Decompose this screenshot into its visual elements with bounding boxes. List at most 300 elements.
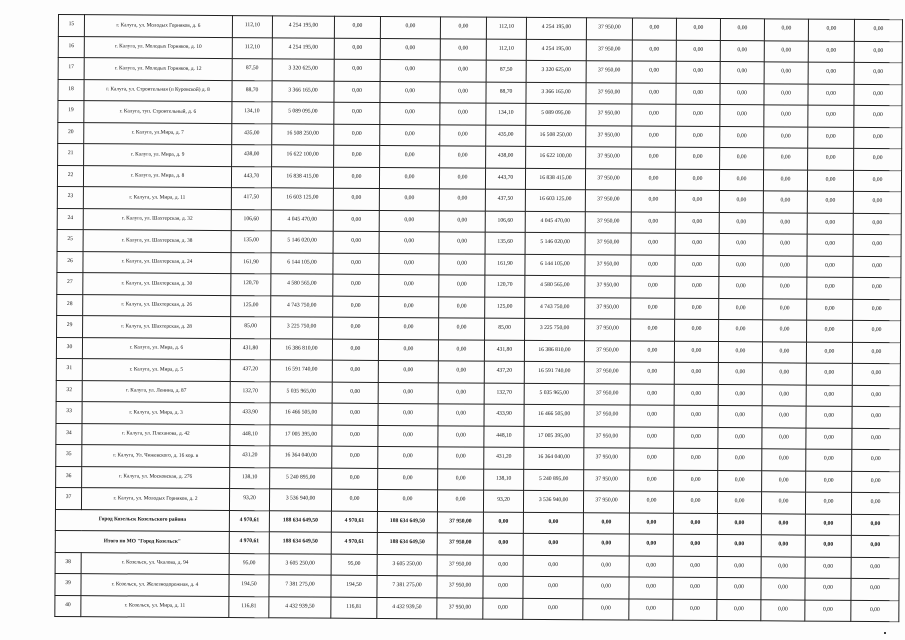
value-cell: 0,00 (673, 491, 717, 513)
value-cell: 0,00 (805, 557, 851, 579)
value-cell: 37 950,00 (584, 340, 630, 362)
value-cell: 116,81 (331, 597, 377, 619)
value-cell: 112,10 (232, 16, 272, 38)
total-value-cell: 0,00 (761, 535, 805, 557)
value-cell: 0,00 (763, 212, 807, 234)
value-cell: 7 381 275,00 (269, 575, 331, 597)
value-cell: 3 225 750,00 (271, 317, 333, 339)
value-cell: 0,00 (334, 81, 380, 103)
total-value-cell: 0,00 (629, 513, 673, 535)
value-cell: 0,00 (854, 127, 902, 149)
value-cell: 0,00 (720, 126, 764, 148)
value-cell: 0,00 (379, 188, 439, 210)
value-cell: 106,60 (231, 209, 271, 231)
value-cell: 0,00 (629, 598, 673, 620)
total-value-cell: 0,00 (761, 513, 805, 535)
value-cell: 0,00 (719, 212, 763, 234)
address-cell: г. Калуга, ул. Строительная (п Куровской) д. 8 (84, 79, 232, 101)
total-value-cell: 0,00 (717, 513, 761, 535)
value-cell: 112,10 (486, 39, 526, 61)
address-cell: г. Калуга, ул. Ленина, д. 87 (82, 380, 230, 402)
value-cell: 3 320 625,00 (272, 59, 334, 81)
total-value-cell: 0,00 (851, 535, 899, 557)
value-cell: 4 254 195,00 (272, 16, 334, 38)
value-cell: 0,00 (523, 598, 583, 620)
value-cell: 161,90 (485, 254, 525, 276)
value-cell: 0,00 (632, 83, 676, 105)
value-cell: 0,00 (719, 169, 763, 191)
value-cell: 0,00 (719, 298, 763, 320)
value-cell: 0,00 (763, 277, 807, 299)
value-cell: 0,00 (439, 253, 485, 275)
total-value-cell: 4 970,61 (229, 532, 269, 554)
value-cell: 5 035 965,00 (524, 383, 584, 405)
value-cell: 0,00 (806, 342, 852, 364)
value-cell: 0,00 (764, 105, 808, 127)
address-cell: г. Калуга, ул. Шахтерская, д. 30 (83, 273, 231, 295)
value-cell: 37 950,00 (584, 469, 630, 491)
value-cell: 37 950,00 (585, 190, 631, 212)
value-cell: 0,00 (807, 170, 853, 192)
value-cell: 4 254 195,00 (526, 17, 586, 39)
value-cell: 16 838 415,00 (525, 168, 585, 190)
value-cell: 0,00 (764, 40, 808, 62)
row-number: 19 (58, 101, 84, 123)
value-cell: 0,00 (852, 428, 900, 450)
value-cell: 0,00 (332, 339, 378, 361)
value-cell: 3 605 250,00 (377, 554, 437, 576)
value-cell: 0,00 (629, 491, 673, 513)
value-cell: 0,00 (438, 361, 484, 383)
value-cell: 5 089 095,00 (272, 102, 334, 124)
value-cell: 0,00 (440, 17, 486, 39)
value-cell: 17 005 395,00 (524, 426, 584, 448)
value-cell: 3 536 940,00 (523, 490, 583, 512)
value-cell: 0,00 (764, 83, 808, 105)
scan-speck (884, 632, 886, 634)
value-cell: 448,10 (230, 424, 270, 446)
address-cell: г. Калуга, ул. Московская, д. 276 (82, 466, 230, 488)
value-cell: 125,00 (485, 297, 525, 319)
row-number: 16 (58, 36, 84, 58)
value-cell: 37 950,00 (585, 233, 631, 255)
value-cell: 0,00 (439, 167, 485, 189)
value-cell: 435,00 (232, 123, 272, 145)
value-cell: 0,00 (438, 468, 484, 490)
value-cell: 0,00 (853, 170, 901, 192)
value-cell: 0,00 (332, 468, 378, 490)
value-cell: 0,00 (675, 276, 719, 298)
value-cell: 4 580 565,00 (525, 275, 585, 297)
value-cell: 0,00 (380, 38, 440, 60)
address-cell: г. Калуга, туп. Строительный, д. 6 (84, 101, 232, 123)
value-cell: 0,00 (807, 299, 853, 321)
total-value-cell: 0,00 (805, 535, 851, 557)
value-cell: 3 366 165,00 (526, 82, 586, 104)
value-cell: 0,00 (332, 446, 378, 468)
total-value-cell: 0,00 (629, 534, 673, 556)
value-cell: 0,00 (674, 448, 718, 470)
value-cell: 0,00 (332, 403, 378, 425)
value-cell: 0,00 (332, 425, 378, 447)
value-cell: 0,00 (632, 126, 676, 148)
value-cell: 0,00 (333, 188, 379, 210)
address-cell: г. Калуга, ул. Мира, д. 5 (82, 359, 230, 381)
value-cell: 0,00 (675, 233, 719, 255)
value-cell: 0,00 (378, 403, 438, 425)
value-cell: 0,00 (808, 41, 854, 63)
value-cell: 5 240 895,00 (524, 469, 584, 491)
value-cell: 0,00 (764, 62, 808, 84)
value-cell: 0,00 (676, 104, 720, 126)
total-value-cell: 0,00 (483, 512, 523, 534)
value-cell: 0,00 (440, 124, 486, 146)
value-cell: 4 045 470,00 (271, 209, 333, 231)
row-number: 25 (57, 229, 83, 251)
value-cell: 4 743 750,00 (525, 297, 585, 319)
total-value-cell: 0,00 (483, 533, 523, 555)
value-cell: 0,00 (852, 342, 900, 364)
value-cell: 0,00 (720, 105, 764, 127)
value-cell: 0,00 (764, 148, 808, 170)
value-cell: 0,00 (763, 298, 807, 320)
value-cell: 0,00 (334, 59, 380, 81)
value-cell: 0,00 (439, 275, 485, 297)
value-cell: 0,00 (632, 61, 676, 83)
value-cell: 16 622 100,00 (272, 145, 334, 167)
value-cell: 0,00 (332, 360, 378, 382)
value-cell: 0,00 (440, 103, 486, 125)
value-cell: 433,90 (230, 403, 270, 425)
value-cell: 0,00 (632, 40, 676, 62)
row-number: 33 (56, 401, 82, 423)
value-cell: 37 950,00 (585, 319, 631, 341)
total-value-cell: 0,00 (583, 512, 629, 534)
value-cell: 0,00 (852, 471, 900, 493)
total-value-cell: 4 970,61 (229, 510, 269, 532)
value-cell: 88,70 (486, 82, 526, 104)
value-cell: 0,00 (761, 599, 805, 621)
value-cell: 87,50 (486, 60, 526, 82)
value-cell: 87,50 (232, 59, 272, 81)
value-cell: 93,20 (483, 490, 523, 512)
value-cell: 0,00 (334, 38, 380, 60)
value-cell: 95,00 (229, 553, 269, 575)
address-cell: г. Калуга, ул. Шахтерская, д. 24 (83, 251, 231, 273)
value-cell: 132,70 (230, 381, 270, 403)
value-cell: 0,00 (631, 233, 675, 255)
address-cell: г. Калуга, ул. Мира, д. 11 (83, 187, 231, 209)
value-cell: 37 950,00 (585, 168, 631, 190)
value-cell: 0,00 (762, 449, 806, 471)
value-cell: 0,00 (377, 489, 437, 511)
value-cell: 0,00 (523, 576, 583, 598)
value-cell: 0,00 (761, 578, 805, 600)
value-cell: 431,20 (484, 447, 524, 469)
value-cell: 0,00 (378, 382, 438, 404)
value-cell: 443,70 (231, 166, 271, 188)
value-cell: 0,00 (438, 447, 484, 469)
address-cell: г. Калуга, ул. Шахтерская, д. 38 (83, 230, 231, 252)
value-cell: 6 144 105,00 (525, 254, 585, 276)
value-cell: 37 950,00 (585, 276, 631, 298)
value-cell: 0,00 (439, 296, 485, 318)
value-cell: 0,00 (763, 255, 807, 277)
row-number: 22 (57, 165, 83, 187)
total-value-cell: 37 950,00 (437, 511, 483, 533)
value-cell: 0,00 (676, 40, 720, 62)
value-cell: 0,00 (483, 598, 523, 620)
value-cell: 16 466 505,00 (270, 403, 332, 425)
value-cell: 0,00 (380, 124, 440, 146)
value-cell: 438,00 (486, 146, 526, 168)
value-cell: 0,00 (437, 490, 483, 512)
value-cell: 0,00 (717, 578, 761, 600)
value-cell: 0,00 (762, 470, 806, 492)
value-cell: 0,00 (630, 427, 674, 449)
value-cell: 37 950,00 (586, 82, 632, 104)
value-cell: 37 950,00 (586, 125, 632, 147)
value-cell: 0,00 (630, 448, 674, 470)
value-cell: 37 950,00 (585, 297, 631, 319)
value-cell: 0,00 (380, 81, 440, 103)
row-number: 38 (55, 552, 81, 574)
value-cell: 95,00 (331, 554, 377, 576)
value-cell: 0,00 (629, 555, 673, 577)
value-cell: 37 950,00 (584, 426, 630, 448)
value-cell: 0,00 (438, 404, 484, 426)
address-cell: г. Калуга, ул. Шахтерская, д. 32 (83, 208, 231, 230)
value-cell: 0,00 (583, 555, 629, 577)
value-cell: 0,00 (718, 406, 762, 428)
row-number: 31 (56, 358, 82, 380)
value-cell: 88,70 (232, 80, 272, 102)
value-cell: 120,70 (485, 275, 525, 297)
value-cell: 16 838 415,00 (271, 166, 333, 188)
value-cell: 93,20 (229, 489, 269, 511)
address-cell: г. Калуга, ул. Молодых Горняков, д. 10 (84, 36, 232, 58)
value-cell: 5 089 095,00 (526, 103, 586, 125)
total-label: Город Козельск Козельского района (55, 509, 229, 532)
value-cell: 0,00 (676, 147, 720, 169)
value-cell: 0,00 (807, 320, 853, 342)
value-cell: 0,00 (717, 492, 761, 514)
value-cell: 0,00 (674, 362, 718, 384)
value-cell: 0,00 (334, 145, 380, 167)
value-cell: 0,00 (631, 319, 675, 341)
value-cell: 0,00 (380, 102, 440, 124)
value-cell: 0,00 (439, 232, 485, 254)
row-number: 37 (55, 487, 81, 509)
value-cell: 37 950,00 (584, 362, 630, 384)
row-number: 39 (55, 573, 81, 595)
value-cell: 0,00 (853, 299, 901, 321)
value-cell: 0,00 (438, 425, 484, 447)
value-cell: 0,00 (808, 62, 854, 84)
value-cell: 132,70 (484, 383, 524, 405)
value-cell: 0,00 (851, 492, 899, 514)
value-cell: 3 605 250,00 (269, 553, 331, 575)
value-cell: 0,00 (853, 256, 901, 278)
value-cell: 4 045 470,00 (525, 211, 585, 233)
value-cell: 0,00 (630, 470, 674, 492)
value-cell: 0,00 (806, 471, 852, 493)
value-cell: 0,00 (851, 578, 899, 600)
total-value-cell: 0,00 (583, 534, 629, 556)
value-cell: 0,00 (807, 256, 853, 278)
total-value-cell: 188 634 649,50 (269, 510, 331, 532)
address-cell: г. Калуга, ул. Шахтерская, д. 26 (83, 294, 231, 316)
value-cell: 0,00 (379, 317, 439, 339)
value-cell: 135,60 (485, 232, 525, 254)
value-cell: 0,00 (333, 231, 379, 253)
value-cell: 0,00 (676, 18, 720, 40)
value-cell: 116,81 (229, 596, 269, 618)
value-cell: 112,10 (232, 37, 272, 59)
value-cell: 0,00 (854, 84, 902, 106)
value-cell: 16 603 125,00 (271, 188, 333, 210)
address-cell: г. Калуга, ул. Мира, д. 8 (83, 165, 231, 187)
value-cell: 16 386 810,00 (270, 338, 332, 360)
value-cell: 16 466 505,00 (524, 404, 584, 426)
value-cell: 0,00 (854, 41, 902, 63)
value-cell: 0,00 (718, 384, 762, 406)
value-cell: 0,00 (674, 405, 718, 427)
value-cell: 0,00 (807, 234, 853, 256)
value-cell: 0,00 (333, 210, 379, 232)
value-cell: 0,00 (631, 212, 675, 234)
value-cell: 3 536 940,00 (269, 489, 331, 511)
value-cell: 37 950,00 (583, 491, 629, 513)
row-number: 18 (58, 79, 84, 101)
value-cell: 0,00 (762, 363, 806, 385)
value-cell: 4 580 565,00 (271, 274, 333, 296)
value-cell: 0,00 (720, 40, 764, 62)
value-cell: 0,00 (631, 255, 675, 277)
value-cell: 0,00 (438, 382, 484, 404)
value-cell: 0,00 (675, 319, 719, 341)
value-cell: 0,00 (853, 234, 901, 256)
value-cell: 16 603 125,00 (525, 189, 585, 211)
value-cell: 0,00 (675, 298, 719, 320)
value-cell: 0,00 (764, 19, 808, 41)
address-cell: г. Калуга, ул.Мира, д. 7 (84, 122, 232, 144)
value-cell: 0,00 (379, 274, 439, 296)
value-cell: 0,00 (631, 276, 675, 298)
value-cell: 0,00 (851, 600, 899, 622)
address-cell: г. Козельск, ул. Мира, д. 11 (81, 595, 229, 617)
value-cell: 0,00 (761, 556, 805, 578)
value-cell: 0,00 (674, 384, 718, 406)
value-cell: 0,00 (379, 296, 439, 318)
value-cell: 0,00 (439, 210, 485, 232)
value-cell: 0,00 (808, 19, 854, 41)
value-cell: 0,00 (675, 212, 719, 234)
row-number: 29 (57, 315, 83, 337)
value-cell: 0,00 (761, 492, 805, 514)
total-value-cell: 188 634 649,50 (377, 532, 437, 554)
value-cell: 106,60 (485, 211, 525, 233)
value-cell: 0,00 (630, 362, 674, 384)
value-cell: 437,20 (484, 361, 524, 383)
value-cell: 4 254 195,00 (272, 37, 334, 59)
value-cell: 0,00 (632, 18, 676, 40)
value-cell: 37 950,00 (437, 554, 483, 576)
value-cell: 37 950,00 (584, 448, 630, 470)
value-cell: 37 950,00 (586, 147, 632, 169)
total-value-cell: 0,00 (523, 512, 583, 534)
value-cell: 37 950,00 (437, 576, 483, 598)
address-cell: г. Калуга, ул. Молодых Горняков, д. 2 (81, 488, 229, 510)
value-cell: 448,10 (484, 426, 524, 448)
value-cell: 0,00 (853, 277, 901, 299)
value-cell: 0,00 (763, 320, 807, 342)
value-cell: 37 950,00 (584, 383, 630, 405)
value-cell: 0,00 (331, 489, 377, 511)
value-cell: 0,00 (379, 167, 439, 189)
value-cell: 0,00 (718, 449, 762, 471)
value-cell: 0,00 (762, 341, 806, 363)
value-cell: 0,00 (675, 255, 719, 277)
row-number: 32 (56, 380, 82, 402)
value-cell: 0,00 (717, 556, 761, 578)
value-cell: 0,00 (378, 339, 438, 361)
value-cell: 0,00 (583, 577, 629, 599)
value-cell: 135,00 (231, 231, 271, 253)
value-cell: 435,00 (486, 125, 526, 147)
value-cell: 0,00 (762, 427, 806, 449)
value-cell: 138,10 (484, 469, 524, 491)
value-cell: 0,00 (630, 384, 674, 406)
value-cell: 0,00 (380, 145, 440, 167)
value-cell: 0,00 (851, 557, 899, 579)
value-cell: 0,00 (676, 126, 720, 148)
value-cell: 431,20 (230, 446, 270, 468)
value-cell: 0,00 (631, 169, 675, 191)
value-cell: 0,00 (854, 105, 902, 127)
value-cell: 0,00 (333, 274, 379, 296)
address-cell: г. Калуга, ул. Мира, д. 9 (84, 144, 232, 166)
value-cell: 0,00 (440, 60, 486, 82)
value-cell: 0,00 (629, 577, 673, 599)
row-number: 17 (58, 58, 84, 80)
value-cell: 134,10 (232, 102, 272, 124)
value-cell: 0,00 (438, 339, 484, 361)
value-cell: 0,00 (439, 189, 485, 211)
value-cell: 0,00 (440, 146, 486, 168)
value-cell: 0,00 (762, 384, 806, 406)
value-cell: 4 254 195,00 (526, 39, 586, 61)
row-number: 20 (58, 122, 84, 144)
total-value-cell: 0,00 (851, 514, 899, 536)
value-cell: 0,00 (333, 167, 379, 189)
value-cell: 0,00 (673, 599, 717, 621)
value-cell: 0,00 (762, 406, 806, 428)
table-row (55, 595, 899, 622)
value-cell: 16 386 810,00 (524, 340, 584, 362)
row-number: 26 (57, 251, 83, 273)
value-cell: 0,00 (440, 81, 486, 103)
value-cell: 85,00 (485, 318, 525, 340)
value-cell: 3 225 750,00 (525, 318, 585, 340)
value-cell: 0,00 (806, 449, 852, 471)
value-cell: 0,00 (378, 425, 438, 447)
row-number: 28 (57, 294, 83, 316)
row-number: 21 (58, 144, 84, 166)
value-cell: 0,00 (483, 555, 523, 577)
row-number: 34 (56, 423, 82, 445)
address-cell: г. Калуга, Ул. Чижевского, д. 16 кор. в (82, 445, 230, 467)
